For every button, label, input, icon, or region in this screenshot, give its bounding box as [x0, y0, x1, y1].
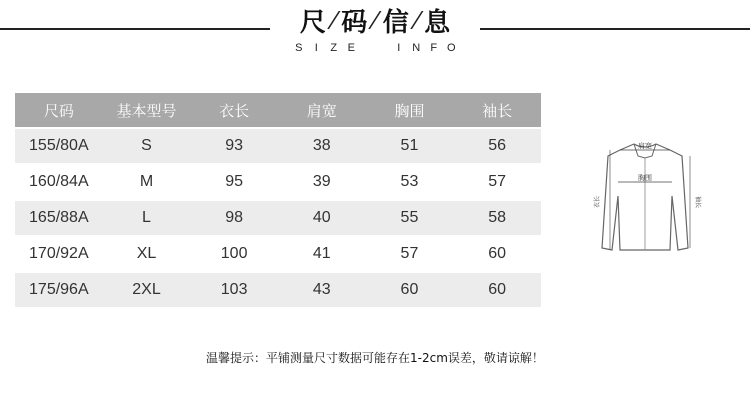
size-table — [15, 93, 541, 309]
column-header-chest: 胸围 — [366, 93, 454, 128]
table-cell: 98 — [190, 200, 278, 236]
subtitle-gap — [360, 42, 390, 54]
table-cell: 175/96A — [15, 272, 103, 308]
table-cell: M — [103, 164, 191, 200]
table-cell: XL — [103, 236, 191, 272]
table-cell: 43 — [278, 272, 366, 308]
title-separator: / — [325, 7, 342, 33]
subtitle-letter: I — [397, 42, 401, 54]
column-header-length: 衣长 — [190, 93, 278, 128]
table-cell: 160/84A — [15, 164, 103, 200]
title-rule-left — [0, 28, 270, 30]
table-cell: 51 — [366, 128, 454, 164]
table-row — [15, 164, 541, 200]
table-cell: 100 — [190, 236, 278, 272]
table-cell: 103 — [190, 272, 278, 308]
table-cell: 95 — [190, 164, 278, 200]
table-cell: 165/88A — [15, 200, 103, 236]
title-char: 息 — [424, 7, 451, 38]
shoulder-label: 肩宽 — [638, 142, 652, 150]
table-row — [15, 272, 541, 308]
table-row — [15, 128, 541, 164]
title-rule-right — [480, 28, 750, 30]
subtitle-letter: S — [295, 42, 303, 54]
table-header-row — [15, 93, 541, 128]
table-cell: 57 — [453, 164, 541, 200]
table-cell: 60 — [453, 272, 541, 308]
column-header-size: 尺码 — [15, 93, 103, 128]
page-subtitle — [270, 42, 480, 54]
title-separator: / — [408, 7, 425, 33]
length-label: 衣长 — [594, 195, 601, 209]
subtitle-letter: N — [412, 42, 421, 54]
table-cell: 55 — [366, 200, 454, 236]
table-cell: 60 — [453, 236, 541, 272]
title-separator: / — [367, 7, 383, 33]
subtitle-letter: E — [347, 42, 355, 54]
table-cell: 2XL — [103, 272, 191, 308]
section-header — [270, 2, 480, 54]
sleeve-label: 袖长 — [694, 195, 701, 209]
subtitle-letter: F — [430, 42, 438, 54]
title-char: 尺 — [299, 7, 326, 38]
shirt-measurement-icon — [590, 136, 700, 260]
table-cell: 41 — [278, 236, 366, 272]
table-cell: 93 — [190, 128, 278, 164]
table-cell: 39 — [278, 164, 366, 200]
subtitle-letter: O — [446, 42, 456, 54]
table-cell: 57 — [366, 236, 454, 272]
column-header-model: 基本型号 — [103, 93, 191, 128]
chest-label: 胸围 — [638, 174, 652, 182]
table-row — [15, 236, 541, 272]
table-cell: S — [103, 128, 191, 164]
page-title — [270, 2, 480, 38]
table-cell: 38 — [278, 128, 366, 164]
table-row — [15, 200, 541, 236]
table-cell: 155/80A — [15, 128, 103, 164]
column-header-shoulder: 肩宽 — [278, 93, 366, 128]
table-cell: 40 — [278, 200, 366, 236]
subtitle-letter: Z — [330, 42, 338, 54]
title-char: 信 — [382, 7, 409, 38]
title-char: 码 — [341, 7, 368, 38]
table-cell: 56 — [453, 128, 541, 164]
table-cell: L — [103, 200, 191, 236]
table-cell: 170/92A — [15, 236, 103, 272]
measurement-note: 温馨提示：平铺测量尺寸数据可能存在1-2cm误差，敬请谅解！ — [206, 351, 544, 365]
table-cell: 60 — [366, 272, 454, 308]
column-header-sleeve: 袖长 — [453, 93, 541, 128]
table-cell: 58 — [453, 200, 541, 236]
table-cell: 53 — [366, 164, 454, 200]
subtitle-letter: I — [314, 42, 318, 54]
measurement-diagram — [590, 136, 700, 260]
